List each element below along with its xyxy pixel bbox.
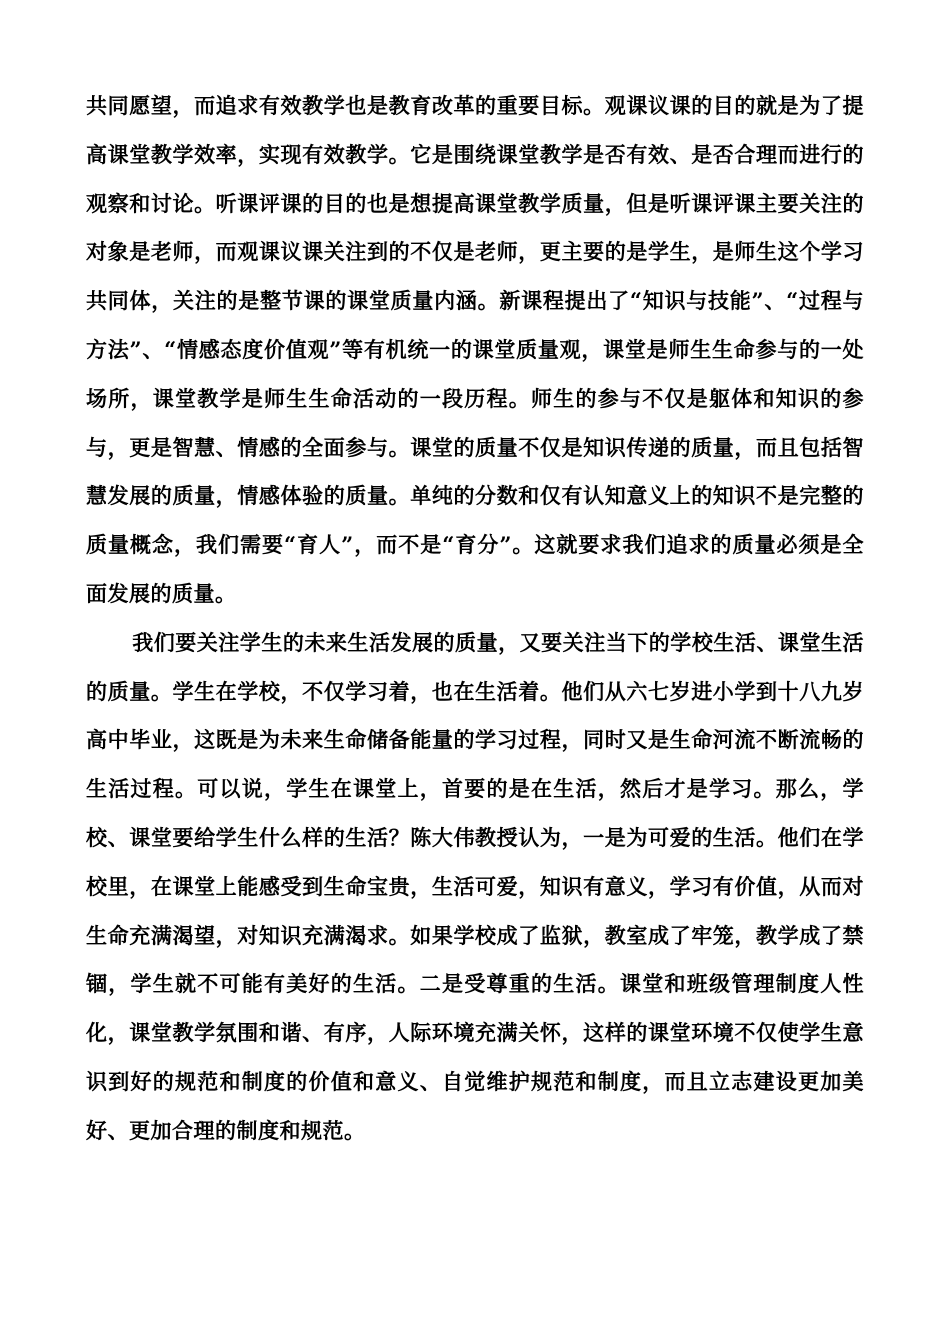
- paragraph-student-life: 我们要关注学生的未来生活发展的质量，又要关注当下的学校生活、课堂生活的质量。学生在学校，不仅学习着，也在生活着。他们从六七岁进小学到十八九岁高中毕业，这既是为未来生命储备能量的学习过程，同时又是生命河流不断流畅的生活过程。可以说，学生在课堂上，首要的是在生活，然后才是学习。那么，学校、课堂要给学生什么样的生活？陈大伟教授认为，一是为可爱的生活。他们在学校里，在课堂上能感受到生命宝贵，生活可爱，知识有意义，学习有价值，从而对生命充满渴望，对知识充满渴求。如果学校成了监狱，教室成了牢笼，教学成了禁锢，学生就不可能有美好的生活。二是受尊重的生活。课堂和班级管理制度人性化，课堂教学氛围和谐、有序，人际环境充满关怀，这样的课堂环境不仅使学生意识到好的规范和制度的价值和意义、自觉维护规范和制度，而且立志建设更加美好、更加合理的制度和规范。: [86, 629, 864, 1143]
- paragraph-continuation: 共同愿望，而追求有效教学也是教育改革的重要目标。观课议课的目的就是为了提高课堂教学效率，实现有效教学。它是围绕课堂教学是否有效、是否合理而进行的观察和讨论。听课评课的目的也是想提高课堂教学质量，但是听课评课主要关注的对象是老师，而观课议课关注到的不仅是老师，更主要的是学生，是师生这个学习共同体，关注的是整节课的课堂质量内涵。新课程提出了“知识与技能”、“过程与方法”、“情感态度价值观”等有机统一的课堂质量观，课堂是师生生命参与的一处场所，课堂教学是师生生命活动的一段历程。师生的参与不仅是躯体和知识的参与，更是智慧、情感的全面参与。课堂的质量不仅是知识传递的质量，而且包括智慧发展的质量，情感体验的质量。单纯的分数和仅有认知意义上的知识不是完整的质量概念，我们需要“育人”，而不是“育分”。这就要求我们追求的质量必须是全面发展的质量。: [86, 93, 864, 606]
- document-body: [86, 82, 864, 1156]
